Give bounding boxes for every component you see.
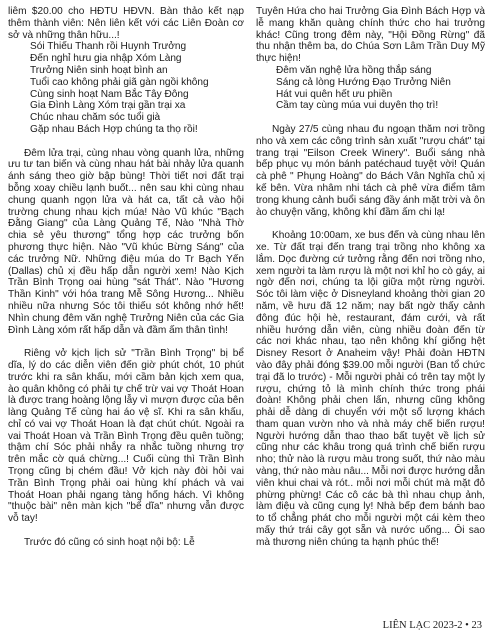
poem-line: Cầm tay cùng múa vui duyên thọ trì!	[276, 100, 439, 112]
poem-line: Trưởng Niên sinh hoạt bình an	[30, 64, 168, 76]
paragraph: liễm $20.00 cho HĐTU HĐVN. Bàn thảo kết nạp thêm thành viên: Nên liên kết với các Liên Đoàn cơ sở và những thân hữu...!	[8, 6, 244, 41]
poem-line: Đêm văn nghệ lửa hồng thắp sáng	[276, 64, 432, 76]
poem-line: Sáng cả lòng Hướng Đạo Trưởng Niên	[276, 76, 451, 88]
paragraph: Riêng vở kịch lịch sử "Trần Bình Trọng" bị bể dĩa, lý do các diễn viên đến giờ phút chót, 10 phút trước khi ra sân khấu, mới cầm bản kịch xem qua, ào quân không có phải tự chế trừ vai vợ Thoát Hoan là được trang hoàng lộng lẫy vì mượn được của bên làng Quảng Tế cùng hai áo vệ sĩ. Khi ra sân khấu, chỉ có vai vợ Thoát Hoan là đạt chút chút. Ngoài ra vai Thoát Hoan và Trần Bình Trọng đều quên tuồng; thậm chí Sóc phải nhắy ra nhắc tuồng nhưng trợ trên mắc cờ quá chừng...! Cuối cùng thì Trần Bình Trọng cũng bị chém đầu! Vở kịch này đòi hỏi vai Trần Bình Trọng phải oai hùng khí phách và vai Thoát Hoan phải ngang tàng hống hách. Vì không "thuộc bài" nên màn kịch "bể dĩa" nhưng vẫn được vỗ tay!	[8, 348, 244, 525]
paragraph: Khoảng 10:00am, xe bus đến và cùng nhau lên xe. Từ đất trại đến trang trại trồng nho không xa lắm. Dọc đường cứ tưởng rằng đến nơi trồng nho, xem người ta làm rượu là một nơi khỉ ho cò gáy, ai ngờ đến nơi, chúng ta lội giữa một rừng người. Sóc tôi làm việc ở Disneyland khoảng thời gian 20 năm, về hưu đã 12 năm; nay bất ngờ thấy cảnh đông đúc hội hè, restaurant, đám cưới, và rất nhiều hướng dẫn viên, cùng nhiều đoàn đến từ các nơi khác nhau, tạo nên không khí giống hệt Disney Resort ở Anaheim vậy! Phải đoàn HĐTN vào đây phải đóng $39.00 mỗi người (Ban tổ chức trại đã lo trước) - Mỗi người phải có trên tay một ly rượu, chứng tỏ là mình chính thức trong phái đoàn! Không phải chen lấn, nhưng cũng không phải dễ dàng di chuyển với một số lượng khách tham quan vườn nho và nhà máy chế biến rượu! Người hướng dẫn thao thao bất tuyệt về lịch sử cũng như các khâu trong quá trình chế biến rượu nho; thử nào là rượu màu trong suốt, thứ nào màu vàng, thứ nào màu nâu... Mỗi nơi được hướng dẫn viên khui chai và rót.. mỗi nơi mỗi chút mà mặt đỏ phừng phừng! Các cô các bà thì nhau chụp ảnh, làm điệu và cũng cụng ly! Nhà bếp đem bánh bao to tổ chẳng phát cho mỗi người một cái kèm theo mấy thứ trái cây gọt sẵn và nước uống... Ôi sao mà thương niên chúng ta hạnh phúc thế!	[256, 230, 485, 548]
poem-line: Cùng sinh hoạt Nam Bắc Tây Đông	[30, 88, 189, 100]
paragraph: Tuyên Hứa cho hai Trưởng Gia Đình Bách Hợp và lễ mang khăn quàng chính thức cho hai trưởng khác! Cũng trong đêm này, "Hội Đồng Rừng" đã thu nhận thêm ba, do Chúa Sơn Lâm Trần Duy Mỹ thực hiện!	[256, 6, 485, 65]
poem-line: Sói Thiếu Thanh rồi Huynh Trưởng	[30, 41, 187, 53]
poem-line: Gặp nhau Bách Hợp chúng ta thọ rồi!	[30, 123, 198, 135]
paragraph: Trước đó cũng có sinh hoạt nội bộ: Lễ	[24, 536, 195, 548]
poem-line: Hát vui quên hết ưu phiền	[276, 88, 393, 100]
poem-line: Tuổi cao không phải giã gàn ngồi không	[30, 76, 209, 88]
page-footer: LIÊN LẠC 2023-2 • 23	[382, 620, 482, 631]
poem-line: Chúc nhau chăm sóc tuổi già	[30, 112, 161, 124]
right-column	[256, 6, 485, 549]
poem	[256, 65, 485, 112]
paragraph: Đêm lửa trại, cùng nhau vòng quanh lửa, những ưu tư tan biến và cùng nhau hát bài nhảy lửa quanh ánh sáng theo giờ bập bùng! Thời tiết nơi đất trại bỗng xoay chiều lạnh buốt... nên sau khi cùng nhau chung quanh ngọn lửa và hát ca, tất cả vào hội trường chung nhau kịch múa! Nào Vũ khúc "Bạch Đằng Giang" của Làng Quảng Tế, Nào "Nhà Thờ chia sẻ yêu thương" tổng hợp các trưởng bốn phương thực hiện. Nào "Vũ khúc Bừng Sáng" của các trưởng Nữ. Những điệu múa do Tr Bạch Yến (Dallas) chủ xị đều hấp dẫn người xem! Nào Kịch Trần Bình Trọng oai hùng "sát Thát". Nào "Hương Thần Kinh" với hóa trang Mễ Sông Hương... Nhiều nhiều nữa nhưng Sóc tôi thiếu sót không nhớ hết! Nhìn chung đêm văn nghệ Trưởng Niên của các Gia Đình Làng xóm rất hấp dẫn và đầm ấm thân tình!	[8, 147, 244, 336]
poem-line: Đến nghỉ hưu gia nhập Xóm Làng	[30, 53, 182, 65]
poem	[8, 41, 244, 135]
poem-line: Gia Đình Làng Xóm trại gần trại xa	[30, 100, 186, 112]
left-column	[8, 6, 244, 549]
paragraph: Ngày 27/5 cùng nhau đu ngoạn thăm nơi trồng nho và xem các công trình sản xuất "rượu chát" tại trang trại "Eilson Creek Winery". Buổi sáng nhà bếp phục vụ món bánh patéchaud tuyệt vời! Quán cà phê " Phụng Hoàng" do Bách Vân Nghĩa chủ xị kế bên. Vừa nhâm nhi tách cà phê vừa điểm tâm trong khung cảnh buổi sáng đầy ánh mặt trời và ôn ào chuyện văng, không khí đầm ấm chi lạ!	[256, 123, 485, 218]
